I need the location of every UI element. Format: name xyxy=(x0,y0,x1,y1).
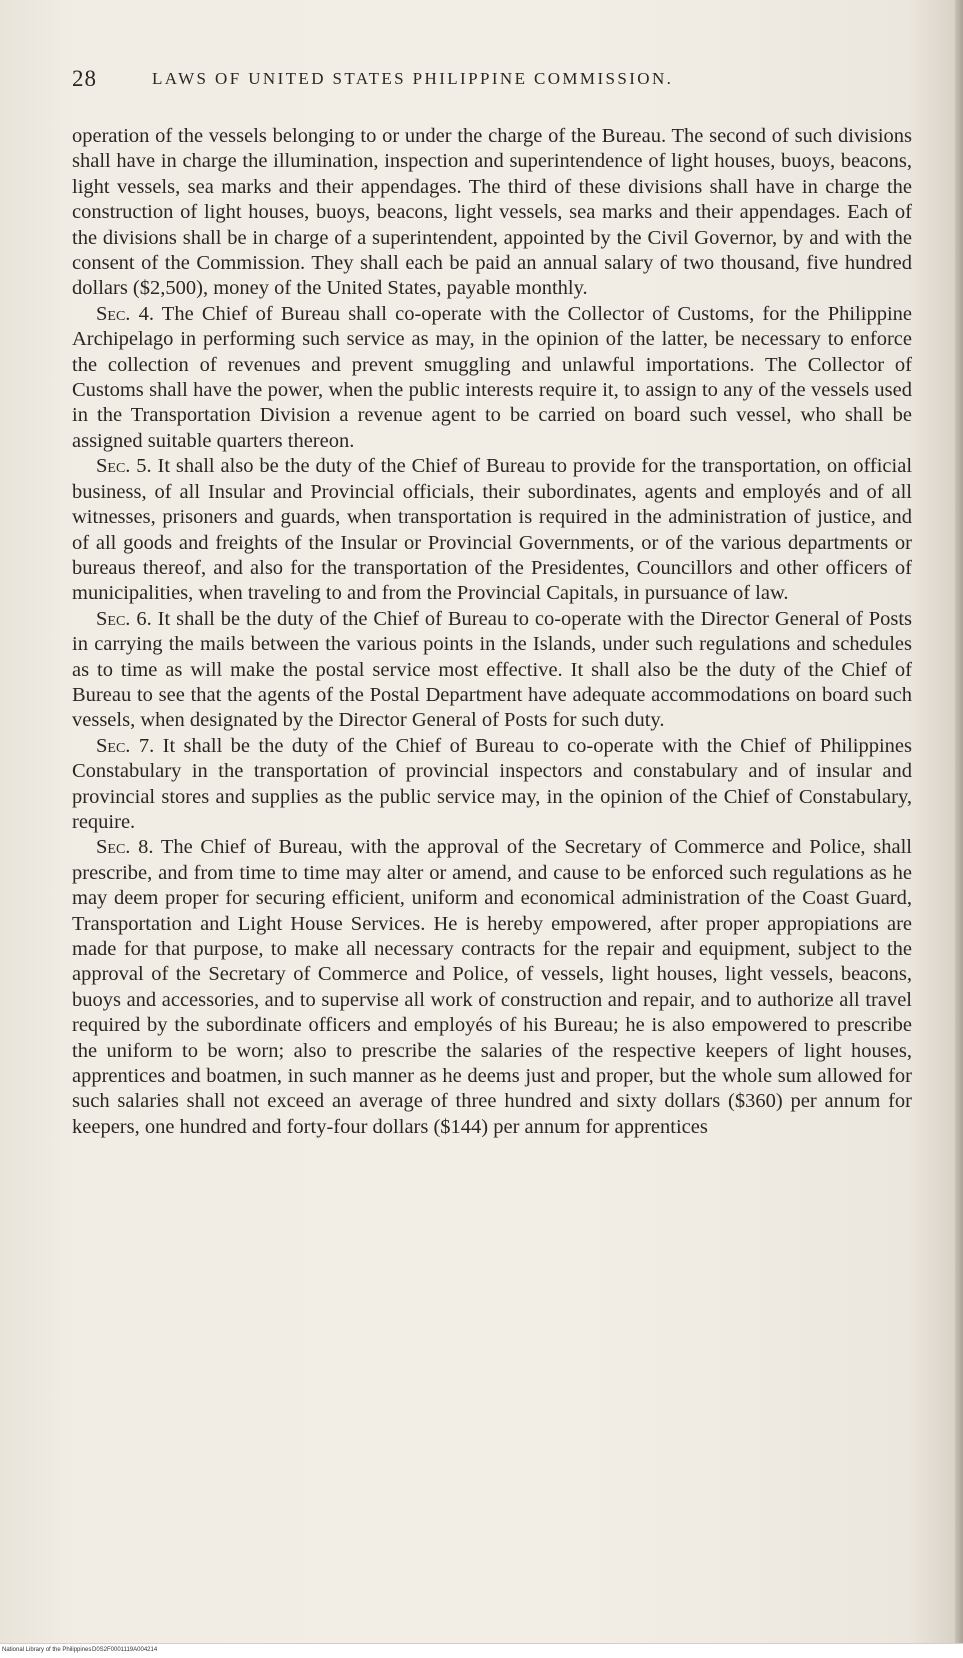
section-label: Sec. 6. xyxy=(96,607,152,630)
page-edge xyxy=(955,0,963,1658)
section-4 xyxy=(72,302,912,454)
paragraph-text: It shall be the duty of the Chief of Bureau to co-operate with the Director General of Posts in carrying the mails between the various points in the Islands, under such regulations and schedules as to time as will make the postal service most effective. It shall also be the duty of the Chief of Bureau to see that the agents of the Postal Department have adequate accommodations on board such vessels, when designated by the Director General of Posts for such duty. xyxy=(72,607,913,732)
running-title: LAWS OF UNITED STATES PHILIPPINE COMMISSION. xyxy=(152,69,674,88)
section-7 xyxy=(72,734,912,836)
footer-library: National Library of the Philippines xyxy=(2,1647,92,1653)
paragraph-text: It shall also be the duty of the Chief of Bureau to provide for the transportation, on official business, of all Insular and Provincial officials, their subordinates, agents and employés and of all witnesses, prisoners and guards, when transportation is required in the administration of justice, and of all goods and freights of the Insular or Provincial Governments, or of the various departments or bureaus thereof, and also for the transportation of the Presidentes, Councillors and other officers of municipalities, when traveling to and from the Provincial Capitals, in pursuance of law. xyxy=(72,455,913,605)
page-header xyxy=(72,66,912,96)
section-5 xyxy=(72,454,912,606)
paragraph-text: operation of the vessels belonging to or under the charge of the Bureau. The second of such divisions shall have in charge the illumination, inspection and superintendence of light houses, buoys, beacons, light vessels, sea marks and their appendages. The third of these divisions shall have in charge the construction of light houses, buoys, beacons, light vessels, sea marks and their appendages. Each of the divisions shall be in charge of a superintendent, appointed by the Civil Governor, by and with the consent of the Commission. They shall each be paid an annual salary of two thousand, five hundred dollars ($2,500), money of the United States, payable monthly. xyxy=(72,125,912,300)
section-label: Sec. 5. xyxy=(96,455,152,478)
page-number: 28 xyxy=(72,66,97,91)
section-8 xyxy=(72,835,912,1140)
paragraph-text: It shall be the duty of the Chief of Bureau to co-operate with the Chief of Philippines Constabulary in the transportation of provincial inspectors and constabulary and of insular and provincial stores and supplies as the public service may, in the opinion of the Chief of Constabulary, require. xyxy=(72,734,912,833)
section-label: Sec. 7. xyxy=(96,734,155,757)
paragraph-text: The Chief of Bureau, with the approval of the Secretary of Commerce and Police, shall prescribe, and from time to time may alter or amend, and cause to be enforced such regulations as he may deem proper for securing efficient, uniform and economical administration of the Coast Guard, Transportation and Light House Services. He is hereby empowered, after proper appropiations are made for that purpose, to make all necessary contracts for the repair and equipment, subject to the approval of the Secretary of Commerce and Police, of vessels, light houses, light vessels, beacons, buoys and accessories, and to supervise all work of construction and repair, and to authorize all travel required by the subordinate officers and employés of his Bureau; he is also empowered to prescribe the uniform to be worn; also to prescribe the salaries of the respective keepers of light houses, apprentices and boatmen, in such manner as he deems just and proper, but the whole sum allowed for such salaries shall not exceed an average of three hundred and sixty dollars ($360) per annum for keepers, one hundred and forty-four dollars ($144) per annum for apprentices xyxy=(72,836,912,1138)
footer-identifier: D0S2F0001119A004214 xyxy=(92,1647,158,1653)
section-label: Sec. 8. xyxy=(96,836,154,859)
section-label: Sec. 4. xyxy=(96,302,154,325)
paragraph-continued xyxy=(72,124,912,302)
paragraph-text: The Chief of Bureau shall co-operate with the Collector of Customs, for the Philippine Archipelago in performing such service as may, in the opinion of the latter, be necessary to enforce the collection of revenues and prevent smuggling and unlawful importations. The Collector of Customs shall have the power, when the public interests require it, to assign to any of the vessels used in the Transportation Division a revenue agent to be carried on board such vessel, who shall be assigned suitable quarters thereon. xyxy=(72,302,912,452)
body-text xyxy=(72,124,912,1140)
scan-footer xyxy=(0,1643,963,1658)
section-6 xyxy=(72,607,912,734)
